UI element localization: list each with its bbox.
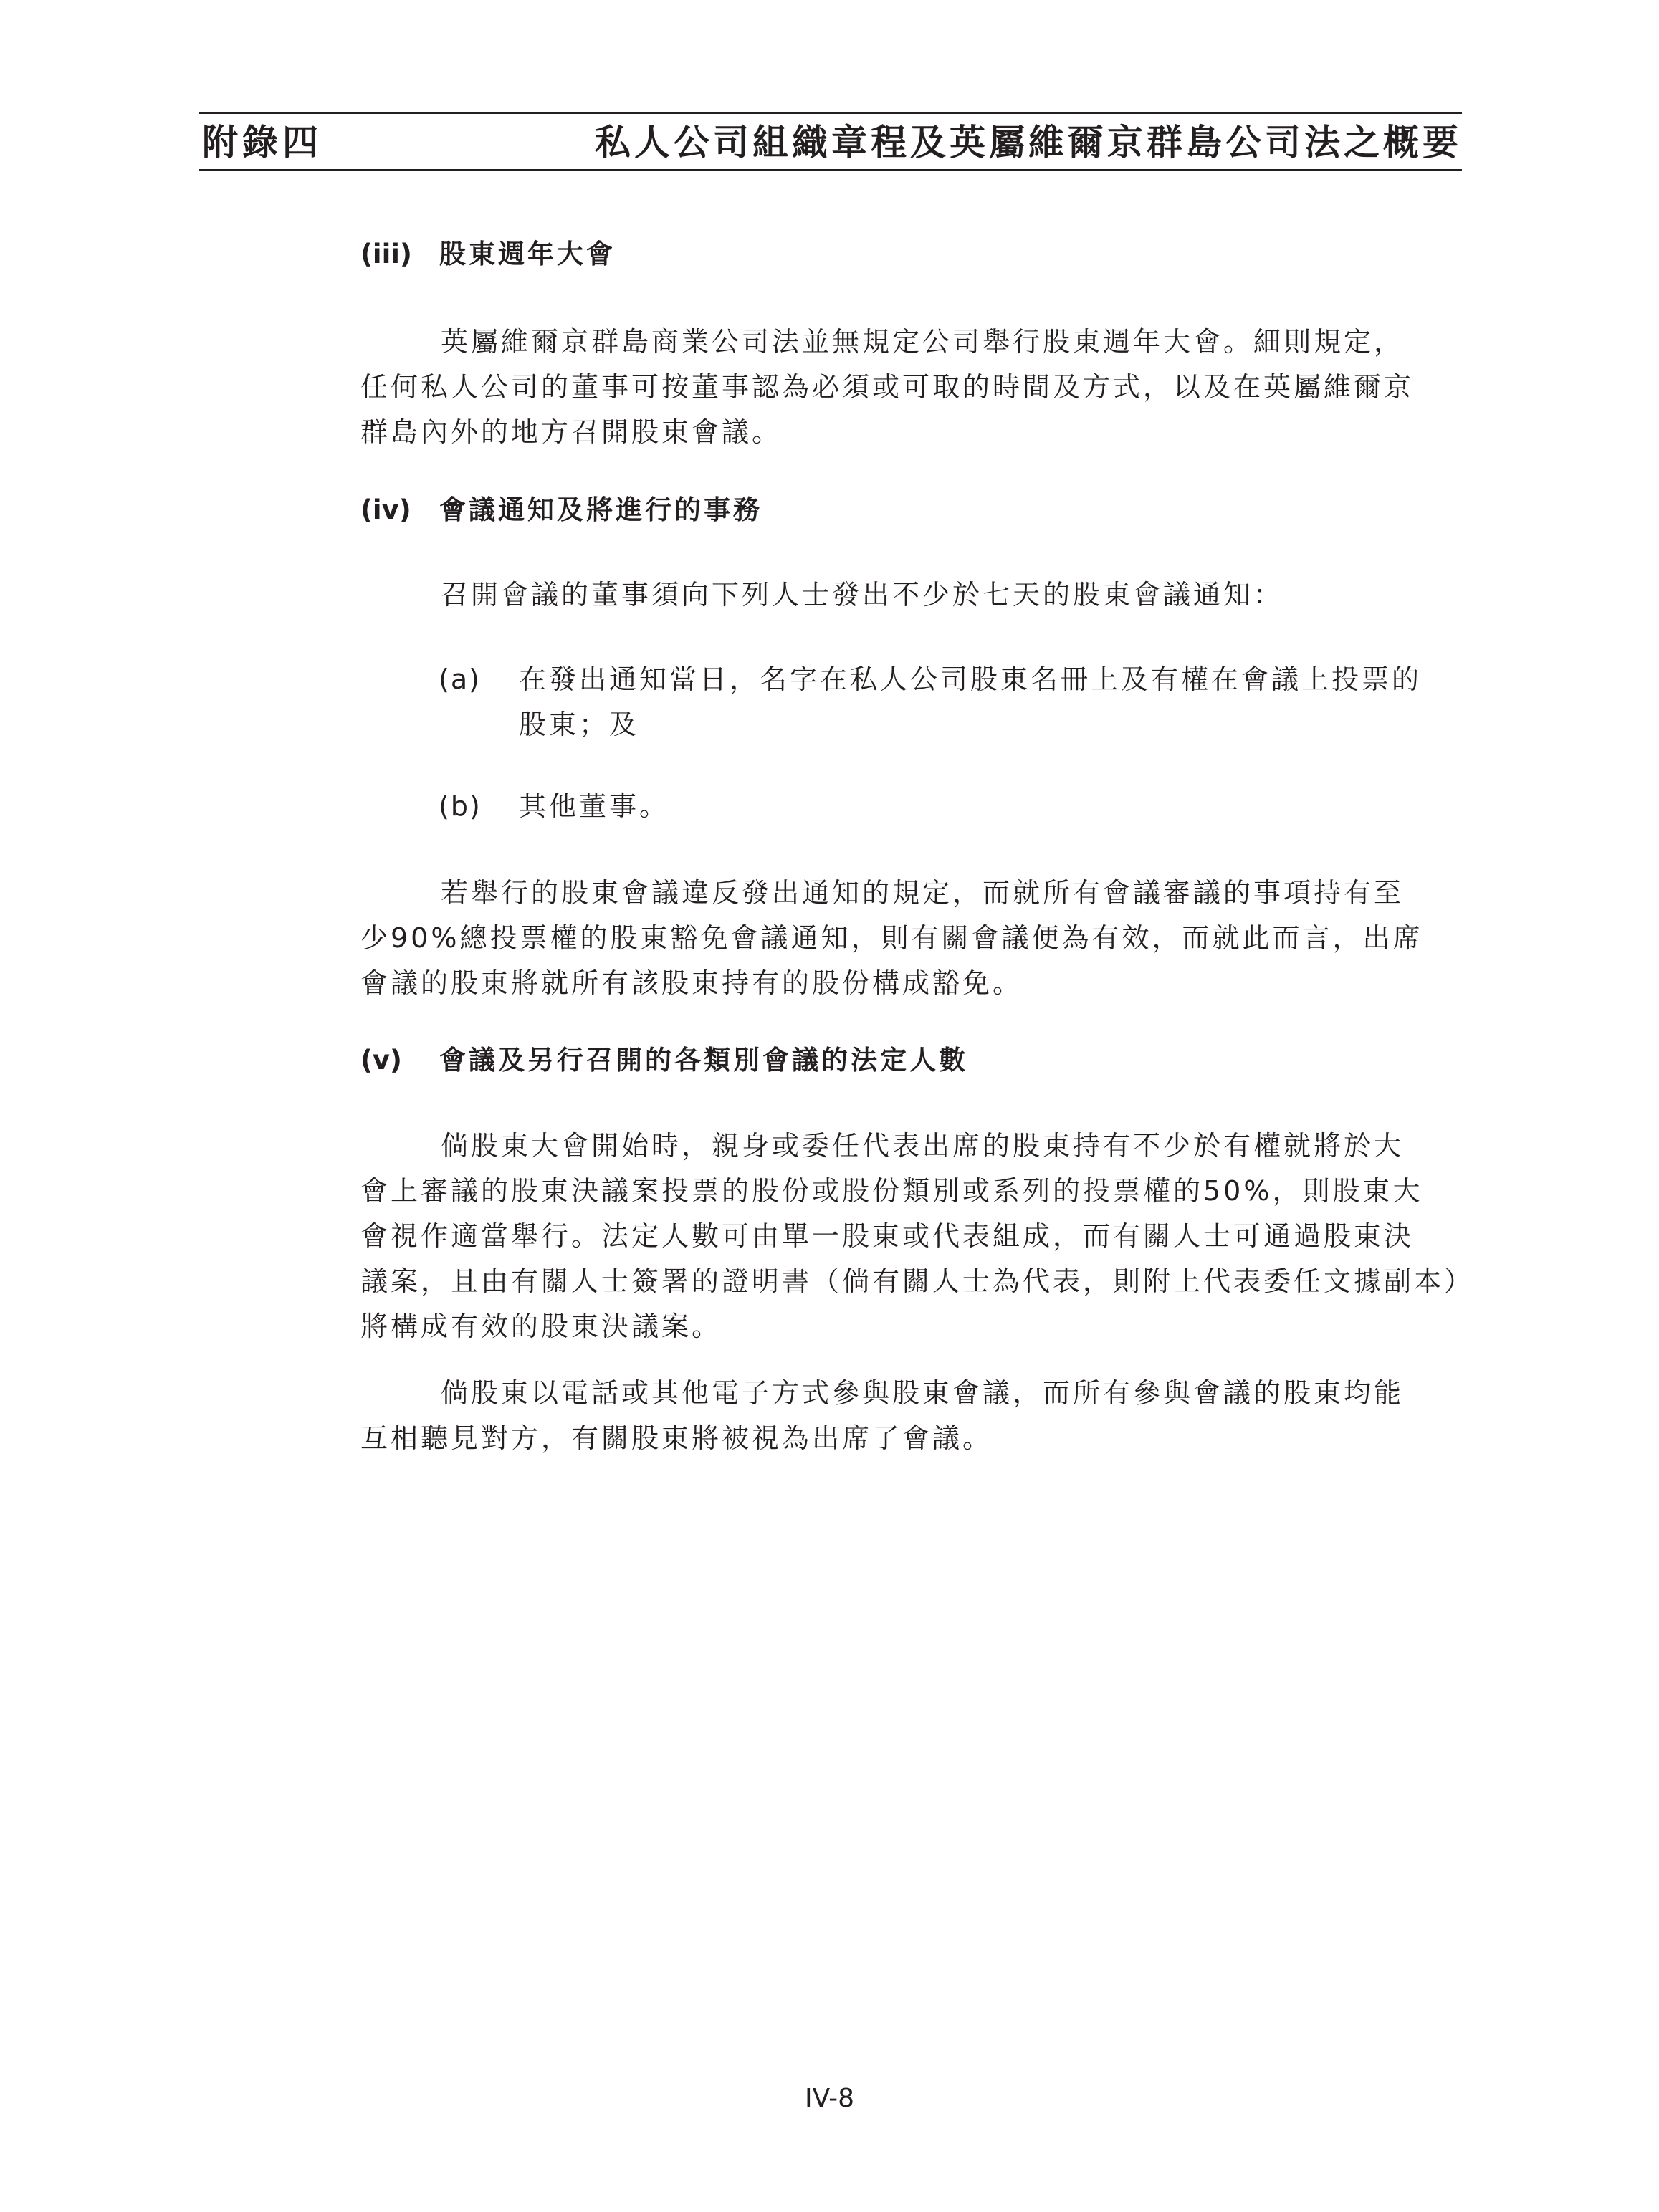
paragraph-line: 會上審議的股東決議案投票的股份或股份類別或系列的投票權的50%，則股東大	[360, 1175, 1423, 1207]
section-title: 會議及另行召開的各類別會議的法定人數	[439, 1045, 968, 1076]
list-marker: (a)	[439, 664, 481, 695]
page-number: IV-8	[804, 2084, 855, 2113]
paragraph-line: 若舉行的股東會議違反發出通知的規定，而就所有會議審議的事項持有至	[441, 877, 1405, 909]
section-heading-v	[360, 1043, 968, 1078]
section-number: (v)	[360, 1045, 402, 1076]
paragraph-line: 倘股東以電話或其他電子方式參與股東會議，而所有參與會議的股東均能	[441, 1377, 1405, 1409]
list-item-text	[519, 657, 1422, 747]
paragraph-line: 群島內外的地方召開股東會議。	[360, 416, 783, 448]
paragraph-line: 會議的股東將就所有該股東持有的股份構成豁免。	[360, 967, 1023, 999]
section-title: 股東週年大會	[439, 239, 616, 269]
list-item-line: 股東；及	[519, 709, 640, 740]
section-iv-paragraph	[360, 871, 1464, 1006]
paragraph-line: 倘股東大會開始時，親身或委任代表出席的股東持有不少於有權就將於大	[441, 1130, 1405, 1162]
paragraph-line: 任何私人公司的董事可按董事認為必須或可取的時間及方式，以及在英屬維爾京	[360, 371, 1415, 403]
section-heading-iv	[360, 492, 762, 528]
section-iv-intro	[360, 573, 1464, 618]
section-v-paragraph-1	[360, 1124, 1475, 1349]
paragraph-line: 會視作適當舉行。法定人數可由單一股東或代表組成，而有關人士可通過股東決	[360, 1220, 1415, 1252]
paragraph-line: 英屬維爾京群島商業公司法並無規定公司舉行股東週年大會。細則規定，	[441, 326, 1405, 358]
paragraph-line: 召開會議的董事須向下列人士發出不少於七天的股東會議通知：	[441, 579, 1284, 611]
appendix-title: 私人公司組織章程及英屬維爾京群島公司法之概要	[595, 122, 1462, 163]
header-bottom-rule	[199, 169, 1462, 171]
list-item-text	[519, 784, 669, 829]
section-number: (iv)	[360, 494, 411, 525]
section-number: (iii)	[360, 239, 412, 269]
paragraph-line: 少90%總投票權的股東豁免會議通知，則有關會議便為有效，而就此而言，出席	[360, 922, 1423, 954]
section-title: 會議通知及將進行的事務	[439, 494, 762, 525]
list-item-line: 在發出通知當日，名字在私人公司股東名冊上及有權在會議上投票的	[519, 664, 1423, 695]
section-v-paragraph-2	[360, 1371, 1464, 1461]
paragraph-line: 將構成有效的股東決議案。	[360, 1311, 722, 1342]
paragraph-line: 議案，且由有關人士簽署的證明書（倘有關人士為代表，則附上代表委任文據副本）	[360, 1265, 1475, 1297]
paragraph-line: 互相聽見對方，有關股東將被視為出席了會議。	[360, 1422, 993, 1454]
section-iii-paragraph	[360, 320, 1464, 455]
header-top-rule	[199, 112, 1462, 114]
appendix-label: 附錄四	[202, 122, 322, 163]
list-marker: (b)	[439, 790, 482, 822]
list-item-line: 其他董事。	[519, 790, 670, 822]
section-heading-iii	[360, 236, 616, 272]
